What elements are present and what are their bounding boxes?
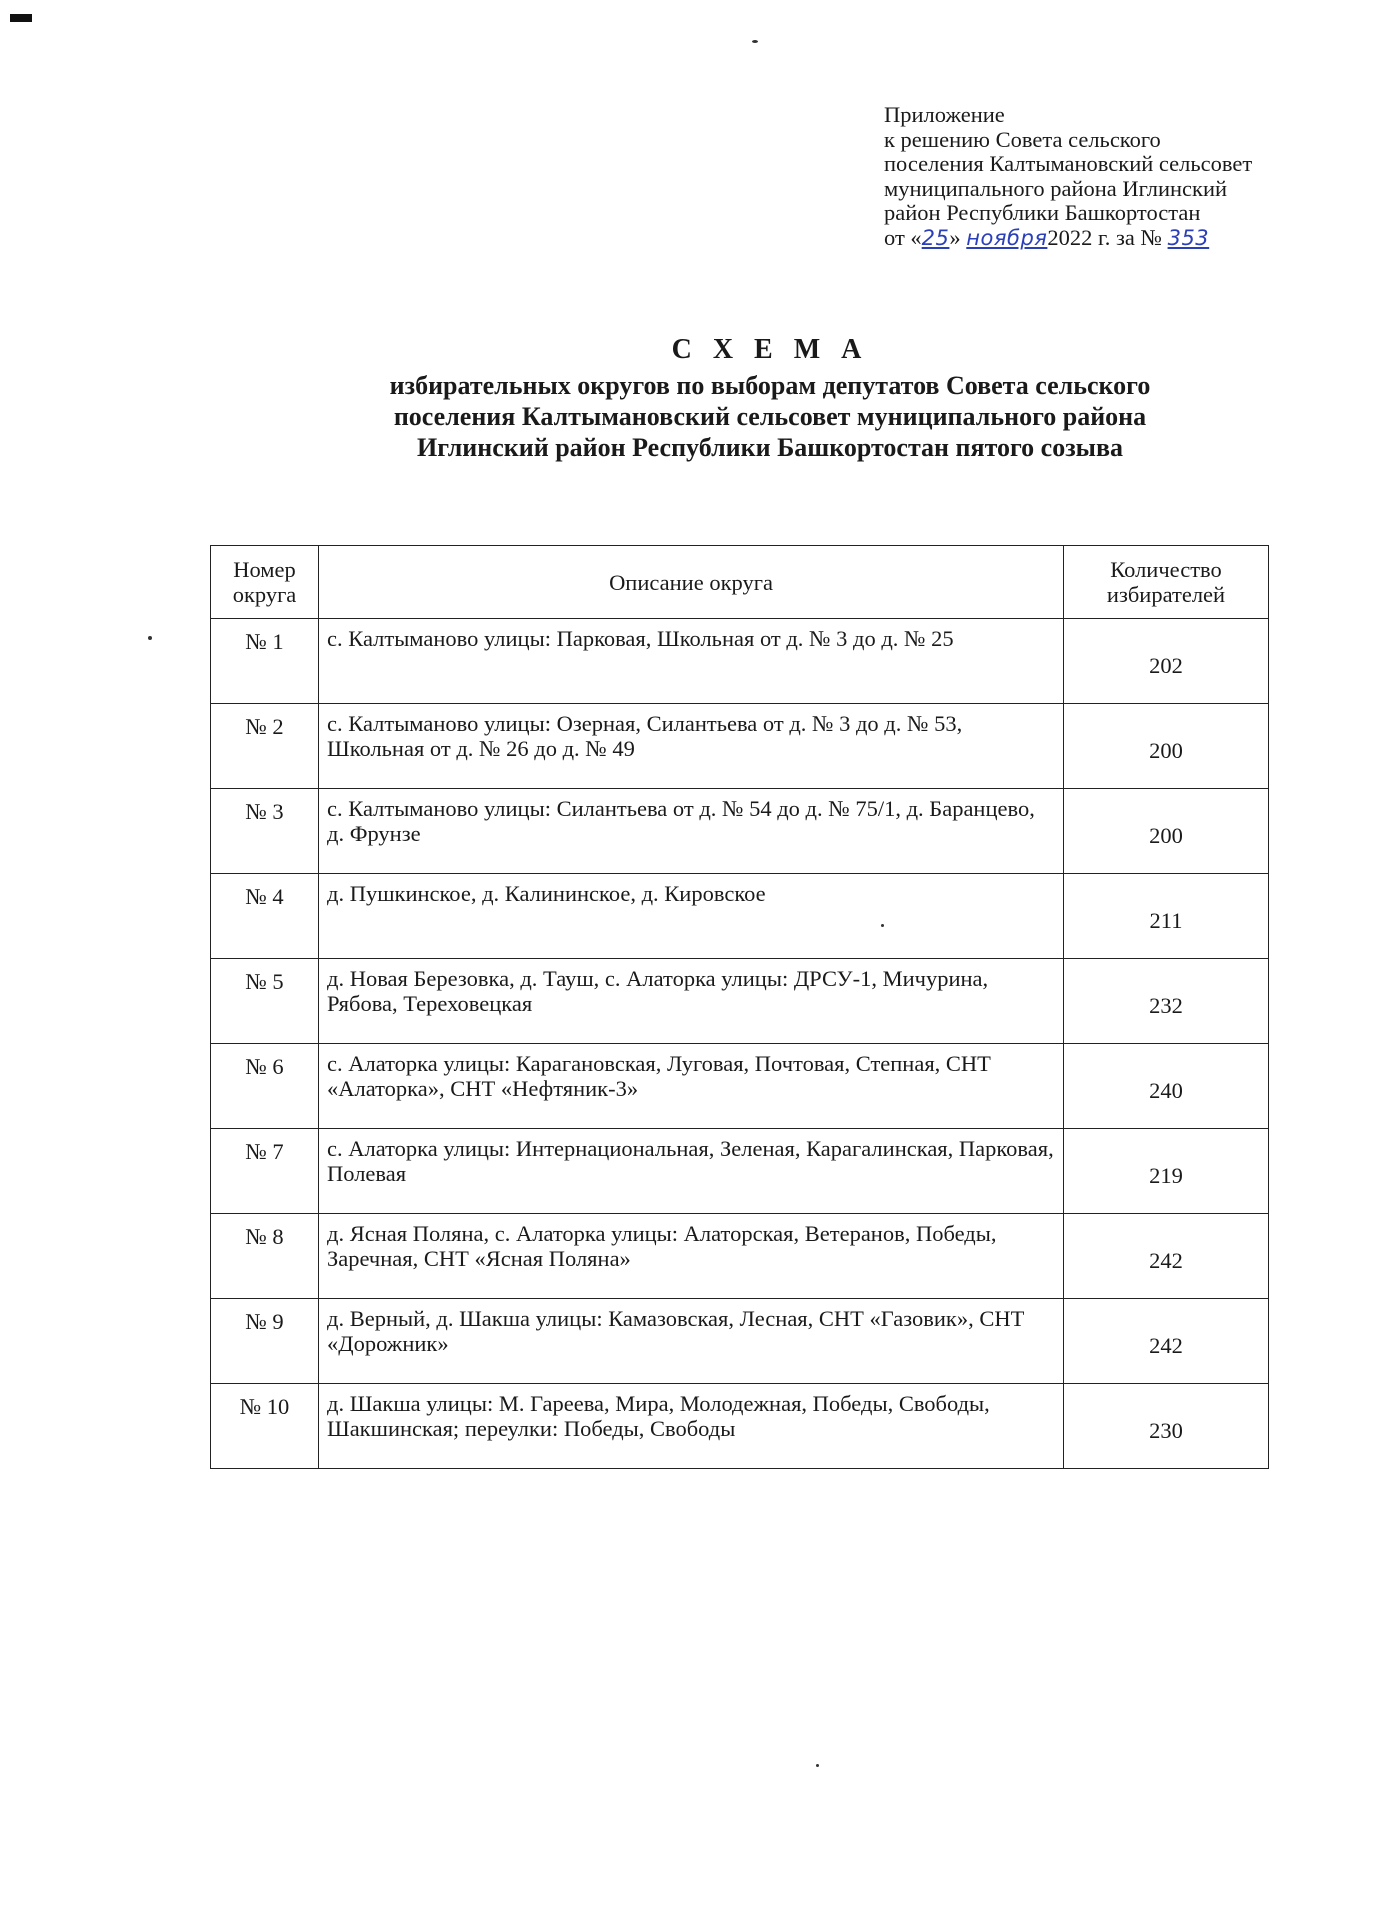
district-description: с. Калтыманово улицы: Озерная, Силантьева от д. № 3 до д. № 53, Школьная от д. № 26 до д. № 49 xyxy=(319,704,1064,789)
district-number: № 9 xyxy=(211,1299,319,1384)
header-description: Описание округа xyxy=(319,546,1064,619)
district-number: № 4 xyxy=(211,874,319,959)
title-subtitle-line: поселения Калтымановский сельсовет муниципального района xyxy=(393,402,1147,431)
appendix-header xyxy=(884,103,1324,251)
district-description: д. Пушкинское, д. Калининское, д. Кировское xyxy=(319,874,1064,959)
district-number: № 10 xyxy=(211,1384,319,1469)
document-title xyxy=(220,334,1320,463)
scan-speck xyxy=(816,1764,819,1767)
district-description: с. Калтыманово улицы: Силантьева от д. № 54 до д. № 75/1, д. Баранцево, д. Фрунзе xyxy=(319,789,1064,874)
handwritten-day: 25 xyxy=(921,225,950,250)
district-voters: 242 xyxy=(1064,1214,1269,1299)
district-voters: 202 xyxy=(1064,619,1269,704)
table-row xyxy=(211,1129,1269,1214)
district-voters: 232 xyxy=(1064,959,1269,1044)
scan-edge-mark xyxy=(10,14,32,22)
scan-speck xyxy=(148,636,152,640)
table-row xyxy=(211,1384,1269,1469)
date-year-text: 2022 г. за № xyxy=(1047,224,1162,250)
appendix-line: муниципального района Иглинский xyxy=(884,175,1228,201)
scan-speck xyxy=(752,40,758,43)
table-row xyxy=(211,959,1269,1044)
district-voters: 200 xyxy=(1064,789,1269,874)
table-row xyxy=(211,789,1269,874)
title-schema: С Х Е М А xyxy=(671,334,869,365)
district-voters: 200 xyxy=(1064,704,1269,789)
table-row xyxy=(211,874,1269,959)
appendix-line: к решению Совета сельского xyxy=(884,126,1161,152)
title-subtitle-line: избирательных округов по выборам депутатов Совета сельского xyxy=(389,371,1151,400)
district-number: № 6 xyxy=(211,1044,319,1129)
district-description: с. Алаторка улицы: Карагановская, Луговая, Почтовая, Степная, СНТ «Алаторка», СНТ «Нефтяник-3» xyxy=(319,1044,1064,1129)
district-description: с. Алаторка улицы: Интернациональная, Зеленая, Карагалинская, Парковая, Полевая xyxy=(319,1129,1064,1214)
appendix-line: поселения Калтымановский сельсовет xyxy=(884,151,1253,177)
district-voters: 240 xyxy=(1064,1044,1269,1129)
table-row xyxy=(211,1299,1269,1384)
district-number: № 5 xyxy=(211,959,319,1044)
district-number: № 7 xyxy=(211,1129,319,1214)
handwritten-month: ноября xyxy=(966,225,1048,250)
table-row xyxy=(211,1044,1269,1129)
handwritten-decision-number: 353 xyxy=(1167,225,1210,250)
district-number: № 2 xyxy=(211,704,319,789)
district-number: № 3 xyxy=(211,789,319,874)
appendix-line: Приложение xyxy=(884,102,1005,127)
header-voters: Количество избирателей xyxy=(1064,546,1269,619)
districts-table xyxy=(210,545,1269,1469)
district-description: д. Верный, д. Шакша улицы: Камазовская, Лесная, СНТ «Газовик», СНТ «Дорожник» xyxy=(319,1299,1064,1384)
district-voters: 211 xyxy=(1064,874,1269,959)
table-row xyxy=(211,619,1269,704)
table-row xyxy=(211,1214,1269,1299)
district-voters: 219 xyxy=(1064,1129,1269,1214)
district-description: д. Новая Березовка, д. Тауш, с. Алаторка улицы: ДРСУ-1, Мичурина, Рябова, Тереховецкая xyxy=(319,959,1064,1044)
district-voters: 230 xyxy=(1064,1384,1269,1469)
district-voters: 242 xyxy=(1064,1299,1269,1384)
district-number: № 8 xyxy=(211,1214,319,1299)
date-prefix: от « xyxy=(884,224,922,250)
header-number: Номер округа xyxy=(211,546,319,619)
district-description: д. Шакша улицы: М. Гареева, Мира, Молодежная, Победы, Свободы, Шакшинская; переулки: Победы, Свободы xyxy=(319,1384,1064,1469)
district-description: д. Ясная Поляна, с. Алаторка улицы: Алаторская, Ветеранов, Победы, Заречная, СНТ «Ясная Поляна» xyxy=(319,1214,1064,1299)
table-header-row xyxy=(211,546,1269,619)
appendix-date-line xyxy=(884,226,1324,251)
district-description: с. Калтыманово улицы: Парковая, Школьная от д. № 3 до д. № 25 xyxy=(319,619,1064,704)
date-mid: » xyxy=(949,224,961,250)
district-number: № 1 xyxy=(211,619,319,704)
appendix-line: район Республики Башкортостан xyxy=(884,200,1201,226)
table-row xyxy=(211,704,1269,789)
title-subtitle-line: Иглинский район Республики Башкортостан пятого созыва xyxy=(416,433,1123,462)
